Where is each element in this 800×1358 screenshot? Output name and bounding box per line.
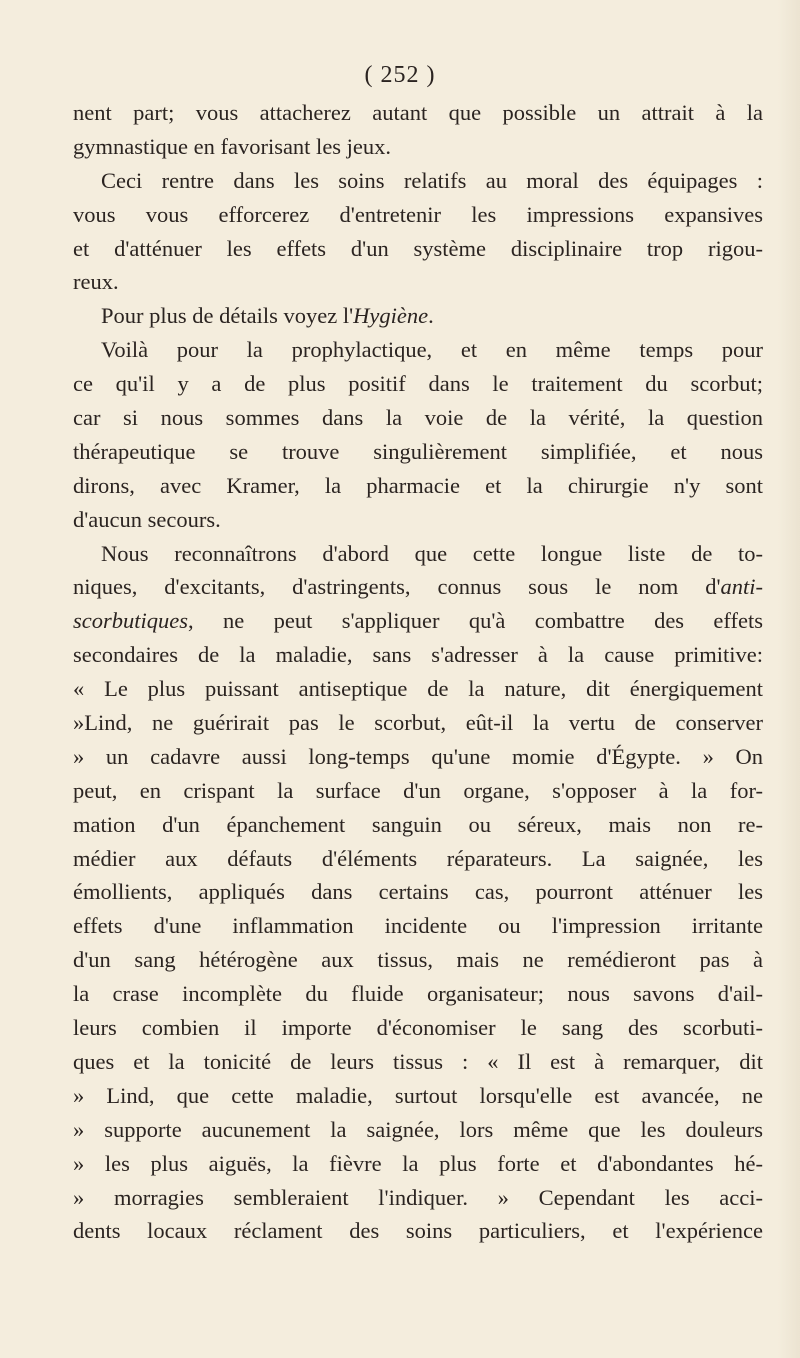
text-segment: , ne peut s'appliquer qu'à combattre des effets bbox=[188, 608, 763, 634]
text-segment: dents locaux réclament des soins particuliers, et l'expérience bbox=[73, 1218, 763, 1244]
page-number: ( 252 ) bbox=[364, 62, 436, 88]
text-line bbox=[73, 1045, 763, 1079]
text-segment: ce qu'il y a de plus positif dans le traitement du scorbut; bbox=[73, 371, 763, 397]
text-segment: niques, d'excitants, d'astringents, connus sous le nom d' bbox=[73, 574, 721, 600]
text-line bbox=[73, 842, 763, 876]
text-line bbox=[73, 1113, 763, 1147]
text-line bbox=[73, 469, 763, 503]
text-segment: ques et la tonicité de leurs tissus : « Il est à remarquer, dit bbox=[73, 1048, 763, 1074]
text-line bbox=[73, 638, 763, 672]
text-segment: car si nous sommes dans la voie de la vérité, la question bbox=[73, 405, 763, 431]
text-line bbox=[73, 1079, 763, 1113]
text-line bbox=[73, 537, 763, 571]
text-segment: Nous reconnaîtrons d'abord que cette longue liste de to- bbox=[101, 540, 763, 566]
text-segment: « Le plus puissant antiseptique de la nature, dit énergiquement bbox=[73, 676, 763, 702]
text-segment: reux. bbox=[73, 269, 119, 295]
text-line bbox=[73, 909, 763, 943]
text-segment: »Lind, ne guérirait pas le scorbut, eût-il la vertu de conserver bbox=[73, 710, 763, 736]
text-line bbox=[73, 1011, 763, 1045]
text-line bbox=[73, 265, 763, 299]
text-segment: Voilà pour la prophylactique, et en même temps pour bbox=[101, 337, 763, 363]
text-segment: nent part; vous attacherez autant que possible un attrait à la bbox=[73, 100, 763, 125]
text-line bbox=[73, 1181, 763, 1215]
text-segment: d'un sang hétérogène aux tissus, mais ne remédieront pas à bbox=[73, 947, 763, 973]
text-segment: vous vous efforcerez d'entretenir les impressions expansives bbox=[73, 201, 763, 227]
text-segment: thérapeutique se trouve singulièrement simplifiée, et nous bbox=[73, 438, 763, 464]
text-line bbox=[73, 232, 763, 266]
text-line bbox=[73, 808, 763, 842]
text-segment: émollients, appliqués dans certains cas, pourront atténuer les bbox=[73, 879, 763, 905]
text-line bbox=[73, 435, 763, 469]
text-segment: gymnastique en favorisant les jeux. bbox=[73, 133, 392, 159]
text-line bbox=[73, 401, 763, 435]
text-segment: effets d'une inflammation incidente ou l'impression irritante bbox=[73, 913, 763, 939]
text-segment: » les plus aiguës, la fièvre la plus forte et d'abondantes hé- bbox=[73, 1150, 763, 1176]
text-line bbox=[73, 130, 763, 164]
text-segment: secondaires de la maladie, sans s'adresser à la cause primitive: bbox=[73, 642, 763, 668]
text-line bbox=[73, 570, 763, 604]
text-segment: dirons, avec Kramer, la pharmacie et la chirurgie n'y sont bbox=[73, 472, 763, 498]
text-line bbox=[73, 977, 763, 1011]
text-line bbox=[73, 875, 763, 909]
text-segment: » supporte aucunement la saignée, lors même que les douleurs bbox=[73, 1116, 763, 1142]
text-line bbox=[73, 503, 763, 537]
text-line bbox=[73, 740, 763, 774]
text-line bbox=[73, 706, 763, 740]
text-line bbox=[73, 198, 763, 232]
text-segment: médier aux défauts d'éléments réparateurs. La saignée, les bbox=[73, 845, 763, 871]
text-segment: la crase incomplète du fluide organisateur; nous savons d'ail- bbox=[73, 981, 763, 1007]
text-line bbox=[73, 774, 763, 808]
text-segment: Ceci rentre dans les soins relatifs au moral des équipages : bbox=[101, 167, 763, 193]
text-line bbox=[73, 367, 763, 401]
text-segment: . bbox=[428, 303, 434, 329]
page-edge bbox=[778, 0, 800, 1358]
text-segment: Pour plus de détails voyez l' bbox=[101, 303, 354, 329]
text-line bbox=[73, 299, 763, 333]
text-segment: leurs combien il importe d'économiser le sang des scorbuti- bbox=[73, 1015, 763, 1041]
text-line bbox=[73, 943, 763, 977]
italic-text: anti- bbox=[720, 574, 763, 600]
text-segment: » un cadavre aussi long-temps qu'une momie d'Égypte. » On bbox=[73, 743, 763, 769]
text-segment: et d'atténuer les effets d'un système disciplinaire trop rigou- bbox=[73, 235, 763, 261]
text-line bbox=[73, 604, 763, 638]
text-line bbox=[73, 96, 763, 130]
text-segment: d'aucun secours. bbox=[73, 506, 221, 532]
text-segment: » Lind, que cette maladie, surtout lorsqu'elle est avancée, ne bbox=[73, 1082, 763, 1108]
text-segment: peut, en crispant la surface d'un organe, s'opposer à la for- bbox=[73, 777, 763, 803]
italic-text: Hygiène bbox=[353, 303, 429, 329]
text-segment: mation d'un épanchement sanguin ou séreux, mais non re- bbox=[73, 811, 763, 837]
text-line bbox=[73, 1147, 763, 1181]
text-line bbox=[73, 1214, 763, 1248]
text-segment: » morragies sembleraient l'indiquer. » Cependant les acci- bbox=[73, 1184, 763, 1210]
italic-text: scorbutiques bbox=[73, 608, 188, 634]
text-line bbox=[73, 333, 763, 367]
text-line bbox=[73, 672, 763, 706]
body-text bbox=[73, 96, 763, 1248]
text-line bbox=[73, 164, 763, 198]
